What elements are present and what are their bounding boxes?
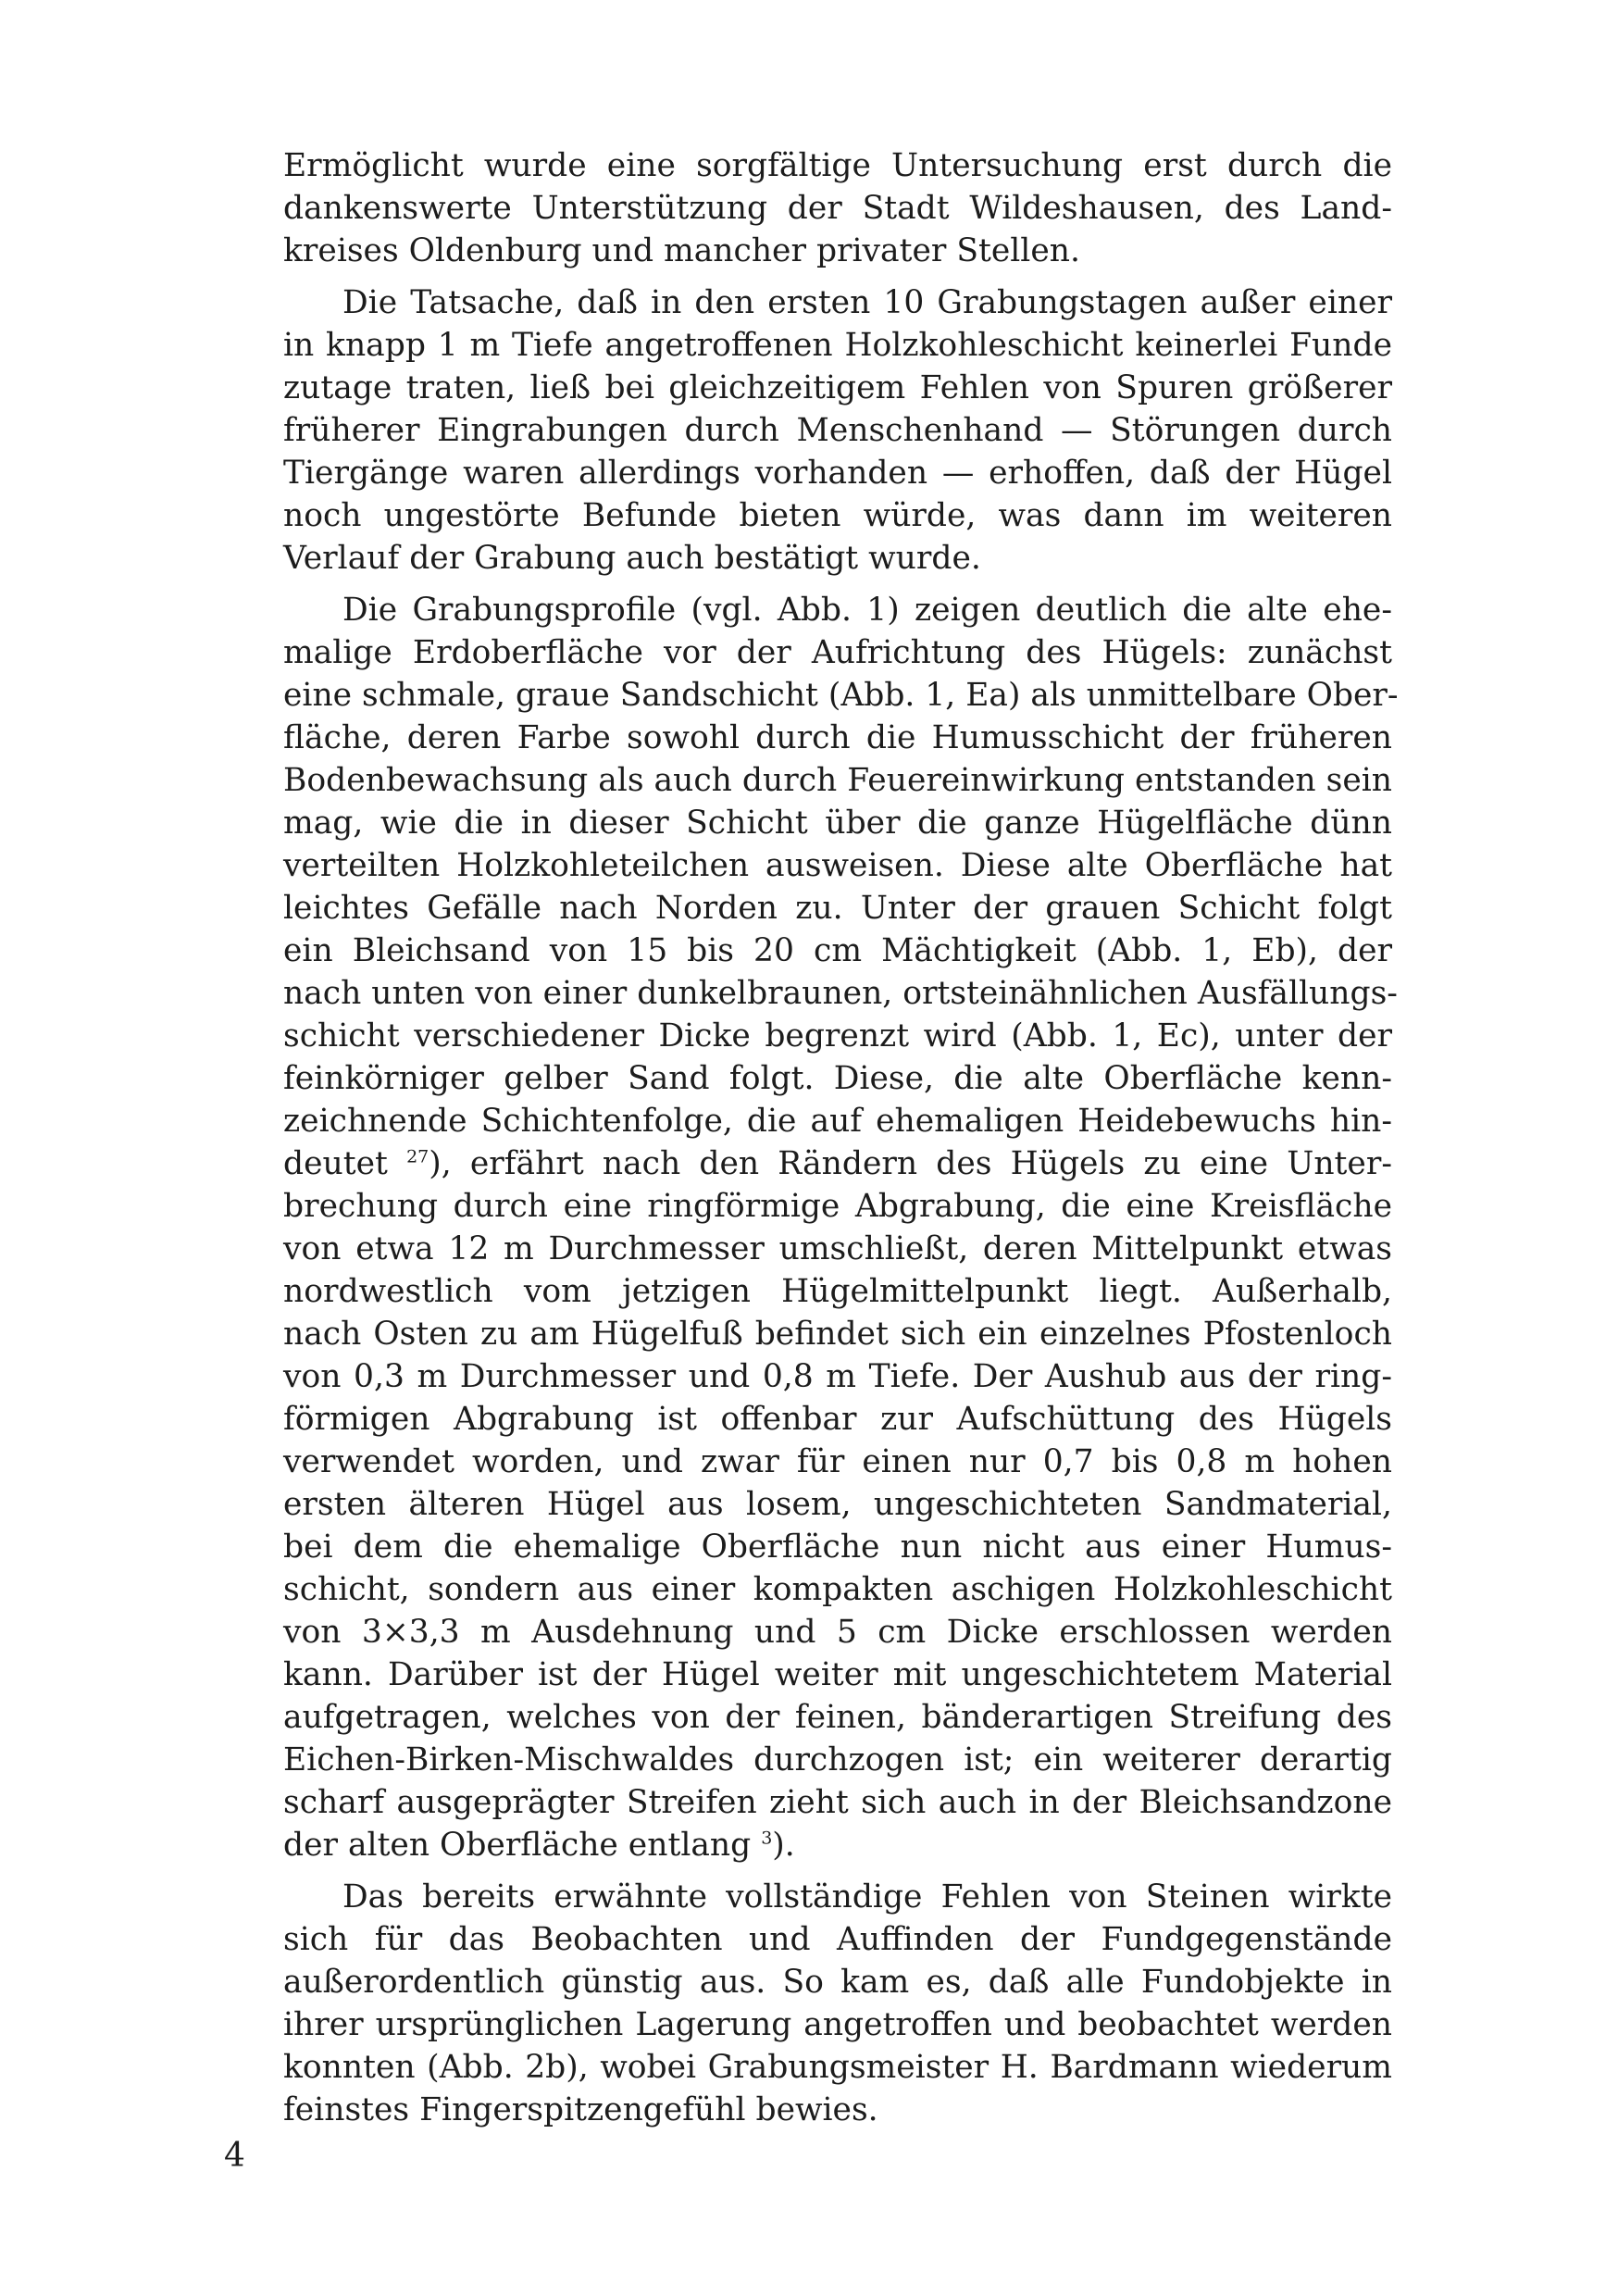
text-line: noch ungestörte Befunde bieten würde, was dann im weiteren: [283, 497, 1392, 534]
text-line: Bodenbewachsung als auch durch Feuereinwirkung entstanden sein: [283, 762, 1392, 799]
text-line: Tiergänge waren allerdings vorhanden — erhoffen, daß der Hügel: [283, 455, 1392, 492]
text-line: nach Osten zu am Hügelfuß befindet sich ein einzelnes Pfostenloch: [283, 1316, 1392, 1353]
text-line: von 3×3,3 m Ausdehnung und 5 cm Dicke erschlossen werden: [283, 1614, 1392, 1651]
text-line: konnten (Abb. 2b), wobei Grabungsmeister H. Bardmann wiederum: [283, 2049, 1392, 2086]
text-line: kann. Darüber ist der Hügel weiter mit ungeschichtetem Material: [283, 1656, 1392, 1693]
footnote-ref: 3: [761, 1828, 773, 1849]
text-line: zeichnende Schichtenfolge, die auf ehemaligen Heidebewuchs hin-: [283, 1103, 1392, 1140]
text-line: früherer Eingrabungen durch Menschenhand — Störungen durch: [283, 412, 1392, 449]
text-line: ein Bleichsand von 15 bis 20 cm Mächtigkeit (Abb. 1, Eb), der: [283, 932, 1392, 969]
text-line: verteilten Holzkohleteilchen ausweisen. Diese alte Oberfläche hat: [283, 847, 1392, 884]
text-line: Verlauf der Grabung auch bestätigt wurde.: [283, 540, 981, 577]
text-line: in knapp 1 m Tiefe angetroffenen Holzkohleschicht keinerlei Funde: [283, 327, 1392, 364]
text-line: nach unten von einer dunkelbraunen, ortsteinähnlichen Ausfällungs-: [283, 975, 1398, 1012]
paragraph: [224, 144, 1392, 272]
text-line: malige Erdoberfläche vor der Aufrichtung des Hügels: zunächst: [283, 634, 1392, 671]
text-line: dankenswerte Unterstützung der Stadt Wildeshausen, des Land-: [283, 190, 1392, 227]
text-line: schicht verschiedener Dicke begrenzt wird (Abb. 1, Ec), unter der: [283, 1017, 1392, 1054]
text-line: deutet $^{27}$), erfährt nach den Rändern des Hügels zu eine Unter-: [283, 1145, 1392, 1182]
text-line: mag, wie die in dieser Schicht über die ganze Hügelfläche dünn: [283, 805, 1392, 842]
text-line: aufgetragen, welches von der feinen, bänderartigen Streifung des: [283, 1699, 1392, 1736]
text-line: nordwestlich vom jetzigen Hügelmittelpunkt liegt. Außerhalb,: [283, 1273, 1392, 1310]
paragraph: [224, 1876, 1392, 2131]
text-line: eine schmale, graue Sandschicht (Abb. 1, Ea) als unmittelbare Ober-: [283, 677, 1399, 714]
text-line: förmigen Abgrabung ist offenbar zur Aufschüttung des Hügels: [283, 1401, 1392, 1438]
text-line: von 0,3 m Durchmesser und 0,8 m Tiefe. Der Aushub aus der ring-: [283, 1358, 1392, 1395]
body-text: [224, 144, 1399, 2140]
text-line: leichtes Gefälle nach Norden zu. Unter der grauen Schicht folgt: [283, 890, 1392, 927]
text-line: Eichen-Birken-Mischwaldes durchzogen ist; ein weiterer derartig: [283, 1741, 1392, 1778]
footnote-ref: 27: [406, 1146, 429, 1167]
text-line: Das bereits erwähnte vollständige Fehlen von Steinen wirkte: [342, 1878, 1392, 1915]
text-line: feinkörniger gelber Sand folgt. Diese, die alte Oberfläche kenn-: [283, 1060, 1392, 1097]
text-line: brechung durch eine ringförmige Abgrabung, die eine Kreisfläche: [283, 1188, 1392, 1225]
text-line: Die Grabungsprofile (vgl. Abb. 1) zeigen deutlich die alte ehe-: [342, 592, 1392, 629]
text-line: zutage traten, ließ bei gleichzeitigem Fehlen von Spuren größerer: [283, 369, 1392, 406]
text-line: ersten älteren Hügel aus losem, ungeschichteten Sandmaterial,: [283, 1486, 1392, 1523]
paragraph: [224, 281, 1392, 580]
text-line: außerordentlich günstig aus. So kam es, daß alle Fundobjekte in: [283, 1964, 1392, 2001]
text-line: sich für das Beobachten und Auffinden der Fundgegenstände: [283, 1921, 1392, 1958]
paragraph: [224, 589, 1399, 1866]
page-number: 4: [224, 2137, 245, 2175]
text-line: schicht, sondern aus einer kompakten aschigen Holzkohleschicht: [283, 1571, 1392, 1608]
text-line: fläche, deren Farbe sowohl durch die Humusschicht der früheren: [283, 719, 1392, 756]
text-line: scharf ausgeprägter Streifen zieht sich auch in der Bleichsandzone: [283, 1784, 1392, 1821]
text-line: Ermöglicht wurde eine sorgfältige Untersuchung erst durch die: [283, 147, 1392, 184]
text-line: verwendet worden, und zwar für einen nur 0,7 bis 0,8 m hohen: [283, 1443, 1392, 1480]
text-line: von etwa 12 m Durchmesser umschließt, deren Mittelpunkt etwas: [283, 1230, 1392, 1267]
text-line: Die Tatsache, daß in den ersten 10 Grabungstagen außer einer: [342, 284, 1392, 321]
text-line: kreises Oldenburg und mancher privater Stellen.: [283, 232, 1080, 269]
text-line: ihrer ursprünglichen Lagerung angetroffen und beobachtet werden: [283, 2006, 1392, 2043]
text-line: der alten Oberfläche entlang $^3$).: [283, 1827, 795, 1864]
text-line: bei dem die ehemalige Oberfläche nun nicht aus einer Humus-: [283, 1529, 1392, 1566]
text-line: feinstes Fingerspitzengefühl bewies.: [283, 2091, 878, 2128]
